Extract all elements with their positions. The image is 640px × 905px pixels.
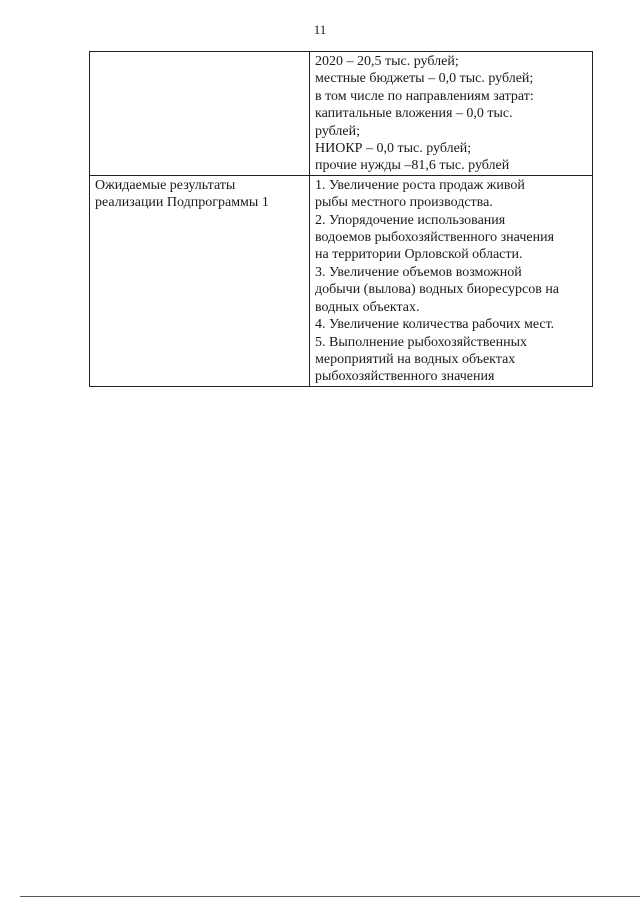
row-content-cell [310, 175, 593, 386]
result-line: рыбы местного производства. [315, 195, 493, 211]
subprogram-passport-table [89, 51, 593, 387]
funding-line: 2020 – 20,5 тыс. рублей; [315, 54, 459, 69]
result-line: мероприятий на водных объектах [315, 351, 516, 367]
result-line: 1. Увеличение роста продаж живой [315, 177, 525, 193]
row-label-cell [90, 52, 310, 176]
scan-bottom-rule [20, 896, 640, 897]
funding-line: в том числе по направлениям затрат: [315, 88, 534, 104]
result-line: 3. Увеличение объемов возможной [315, 264, 522, 280]
result-line: рыбохозяйственного значения [315, 369, 495, 385]
funding-line: НИОКР – 0,0 тыс. рублей; [315, 141, 472, 157]
result-line: 5. Выполнение рыбохозяйственных [315, 334, 528, 350]
result-line: 4. Увеличение количества рабочих мест. [315, 317, 555, 333]
result-line: на территории Орловской области. [315, 247, 523, 263]
table-row-expected-results [90, 175, 593, 386]
result-line: водоемов рыбохозяйственного значения [315, 230, 555, 246]
row-label-line: Ожидаемые результаты [95, 177, 236, 193]
result-line: 2. Упорядочение использования [315, 212, 506, 228]
row-content-cell [310, 52, 593, 176]
funding-line: рублей; [315, 123, 360, 139]
result-line: добычи (вылова) водных биоресурсов на [315, 282, 560, 298]
result-line: водных объектах. [315, 299, 420, 315]
page-number: 11 [313, 22, 327, 37]
funding-line: прочие нужды –81,6 тыс. рублей [315, 158, 510, 174]
funding-line: местные бюджеты – 0,0 тыс. рублей; [315, 71, 534, 87]
table-row-funding [90, 52, 593, 176]
row-label-cell [90, 175, 310, 386]
row-label-line: реализации Подпрограммы 1 [95, 195, 269, 211]
funding-line: капитальные вложения – 0,0 тыс. [315, 106, 513, 122]
